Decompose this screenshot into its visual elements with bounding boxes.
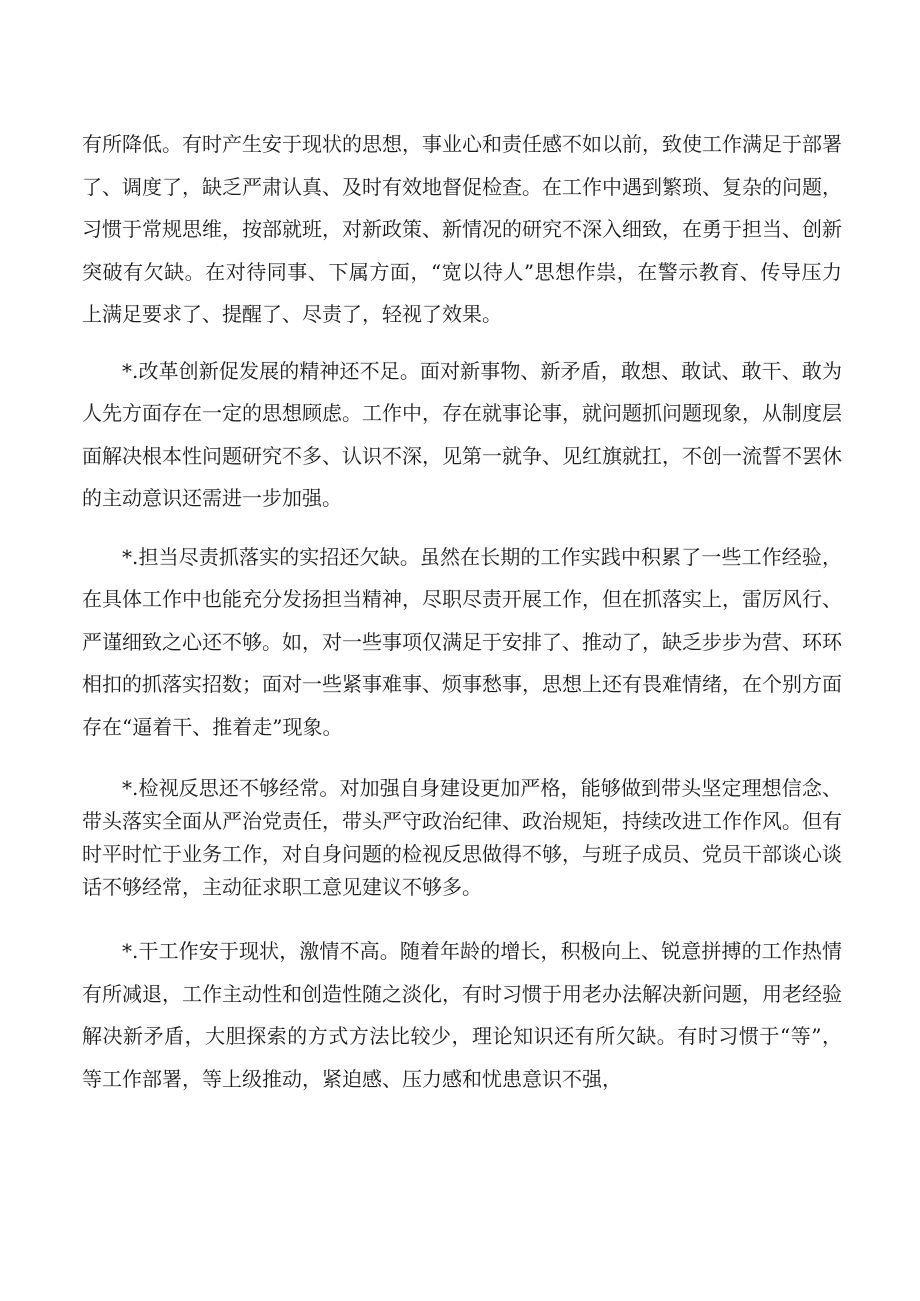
paragraph-reform-innovation: *.改革创新促发展的精神还不足。面对新事物、新矛盾，敢想、敢试、敢干、敢为人先方面存在一定的思想顾虑。工作中，存在就事论事，就问题抓问题现象，从制度层面解决根本性问题研究不多、认识不深，见第一就争、见红旗就扛，不创一流誓不罢休的主动意识还需进一步加强。: [82, 358, 842, 510]
document-body: [82, 123, 842, 1100]
paragraph-responsibility: *.担当尽责抓落实的实招还欠缺。虽然在长期的工作实践中积累了一些工作经验，在具体工作中也能充分发扬担当精神，尽职尽责开展工作，但在抓落实上，雷厉风行、严谨细致之心还不够。如，对一些事项仅满足于安排了、推动了，缺乏步步为营、环环相扣的抓落实招数；面对一些紧事难事、烦事愁事，思想上还有畏难情绪，在个别方面存在“逼着干、推着走”现象。: [82, 544, 842, 739]
paragraph-self-reflection: *.检视反思还不够经常。对加强自身建设更加严格，能够做到带头坚定理想信念、带头落实全面从严治党责任，带头严守政治纪律、政治规矩，持续改进工作作风。但有时平时忙于业务工作，对自身问题的检视反思做得不够，与班子成员、党员干部谈心谈话不够经常，主动征求职工意见建议不够多。: [82, 776, 842, 899]
paragraph-work-enthusiasm: *.干工作安于现状，激情不高。随着年龄的增长，积极向上、锐意拼搏的工作热情有所减退，工作主动性和创造性随之淡化，有时习惯于用老办法解决新问题，用老经验解决新矛盾，大胆探索的方式方法比较少，理论知识还有所欠缺。有时习惯于“等”，等工作部署，等上级推动，紧迫感、压力感和忧患意识不强，: [82, 939, 842, 1091]
paragraph-continuation: 有所降低。有时产生安于现状的思想，事业心和责任感不如以前，致使工作满足于部署了、调度了，缺乏严肃认真、及时有效地督促检查。在工作中遇到繁琐、复杂的问题，习惯于常规思维，按部就班，对新政策、新情况的研究不深入细致，在勇于担当、创新突破有欠缺。在对待同事、下属方面，“宽以待人”思想作祟，在警示教育、传导压力上满足要求了、提醒了、尽责了，轻视了效果。: [82, 132, 842, 326]
